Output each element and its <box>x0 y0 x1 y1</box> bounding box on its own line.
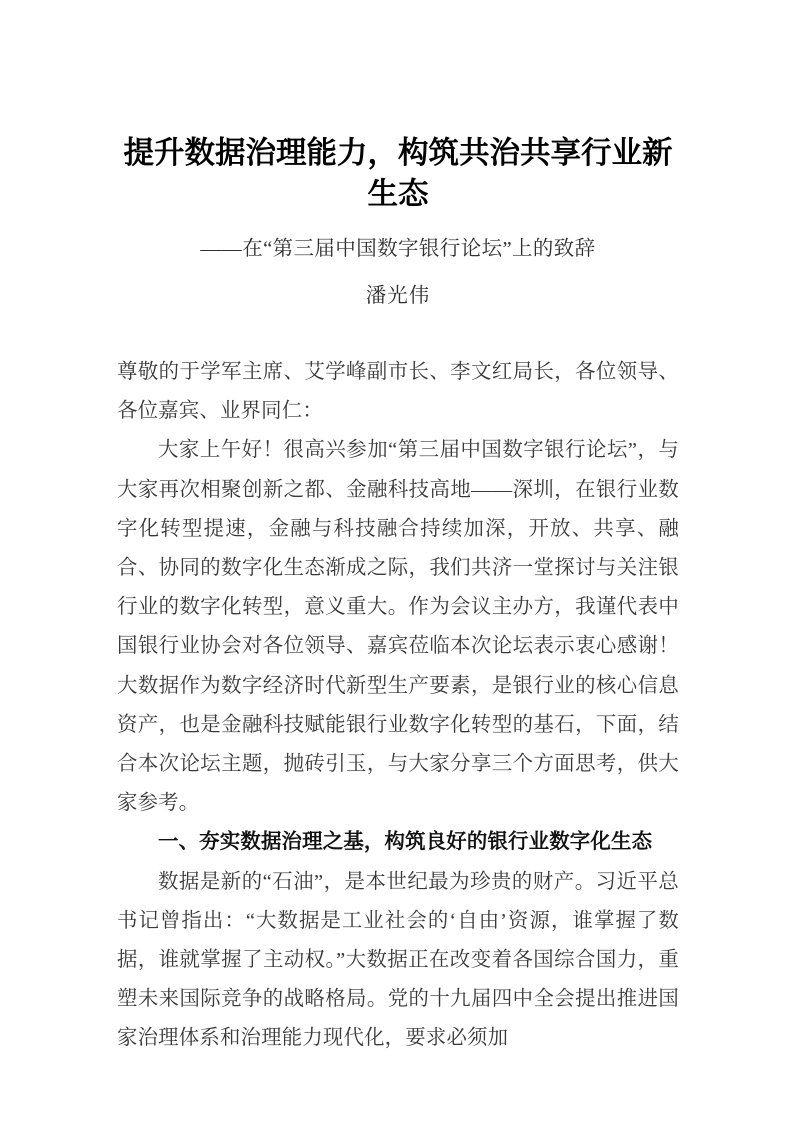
body-paragraph: 数据是新的“石油”，是本世纪最为珍贵的财产。习近平总书记曾指出：“大数据是工业社会的‘自由’资源，谁掌握了数据，谁就掌握了主动权。”大数据正在改变着各国综合国力，重塑未来国际竞争的战略格局。党的十九届四中全会提出推进国家治理体系和治理能力现代化，要求必须加 <box>117 870 679 1050</box>
page-content <box>117 0 679 1059</box>
section-heading-one: 一、夯实数据治理之基，构筑良好的银行业数字化生态 <box>158 831 653 854</box>
document-subtitle: ——在“第三届中国数字银行论坛”上的致辞 <box>200 238 596 260</box>
body-paragraph: 大家上午好！很高兴参加“第三届中国数字银行论坛”，与大家再次相聚创新之都、金融科技高地——深圳，在银行业数字化转型提速，金融与科技融合持续加深，开放、共享、融合、协同的数字化生态渐成之际，我们共济一堂探讨与关注银行业的数字化转型，意义重大。作为会议主办方，我谨代表中国银行业协会对各位领导、嘉宾莅临本次论坛表示衷心感谢！大数据作为数字经济时代新型生产要素，是银行业的核心信息资产，也是金融科技赋能银行业数字化转型的基石，下面，结合本次论坛主题，抛砖引玉，与大家分享三个方面思考，供大家参考。 <box>117 439 679 815</box>
document-author: 潘光伟 <box>365 285 431 307</box>
page-title: 提升数据治理能力，构筑共治共享行业新生态 <box>123 136 673 211</box>
document-body <box>117 311 679 1059</box>
salutation-paragraph: 尊敬的于学军主席、艾学峰副市长、李文红局长，各位领导、各位嘉宾、业界同仁： <box>117 361 679 423</box>
